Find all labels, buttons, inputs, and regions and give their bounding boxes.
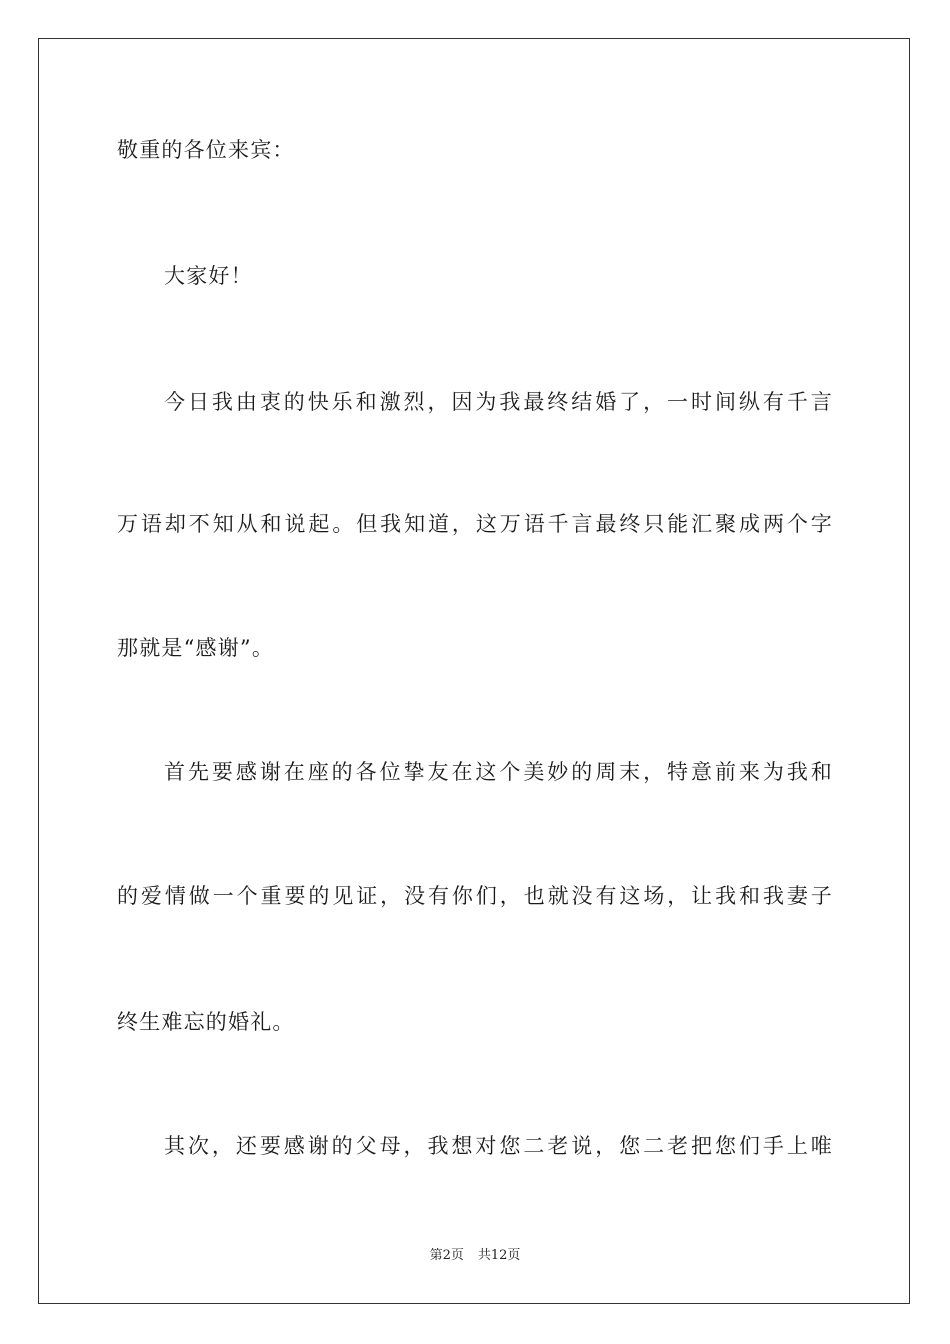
paragraph-line: 今日我由衷的快乐和激烈，因为我最终结婚了，一时间纵有千言 (164, 390, 833, 414)
page-border (38, 38, 910, 1304)
salutation-line: 敬重的各位来宾： (117, 138, 295, 162)
paragraph-line: 万语却不知从和说起。但我知道，这万语千言最终只能汇聚成两个字 (117, 512, 833, 536)
paragraph-line: 其次，还要感谢的父母，我想对您二老说，您二老把您们手上唯 (164, 1134, 833, 1158)
page-number: 第2页 (429, 1248, 464, 1263)
paragraph-line: 终生难忘的婚礼。 (117, 1010, 295, 1034)
page-footer (0, 1248, 950, 1264)
paragraph-line: 那就是“感谢”。 (117, 636, 275, 660)
page-total: 共12页 (477, 1248, 521, 1263)
greeting-line: 大家好！ (164, 264, 253, 288)
paragraph-line: 的爱情做一个重要的见证，没有你们，也就没有这场，让我和我妻子 (117, 884, 833, 908)
paragraph-line: 首先要感谢在座的各位挚友在这个美妙的周末，特意前来为我和 (164, 760, 833, 784)
